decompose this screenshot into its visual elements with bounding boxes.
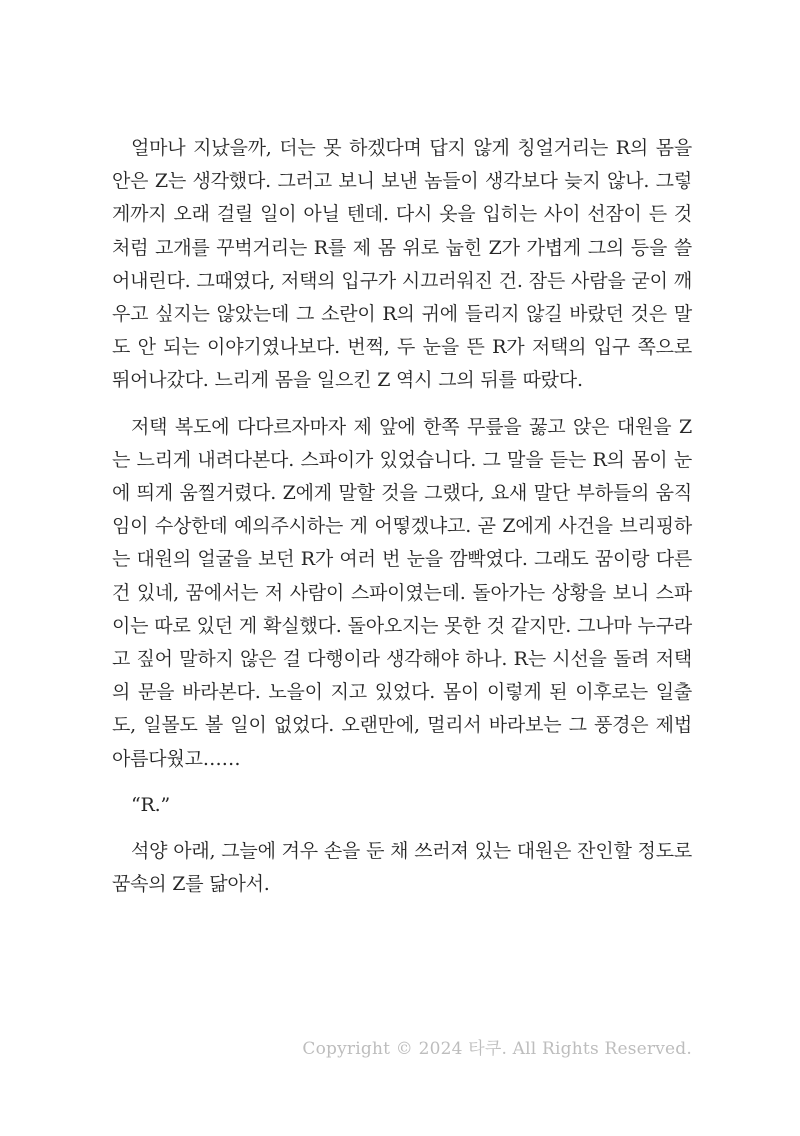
paragraph-2: 저택 복도에 다다르자마자 제 앞에 한쪽 무릎을 꿇고 앉은 대원을 Z는 느리게 내려다본다. 스파이가 있었습니다. 그 말을 듣는 R의 몸이 눈에 띄게 움찔거렸다. Z에게 말할 것을 그랬다, 요새 말단 부하들의 움직임이 수상한데 예의주시하는 게 어떻겠냐고. 곧 Z에게 사건을 브리핑하는 대원의 얼굴을 보던 R가 여러 번 눈을 깜빡였다. 그래도 꿈이랑 다른 건 있네, 꿈에서는 저 사람이 스파이였는데. 돌아가는 상황을 보니 스파이는 따로 있던 게 확실했다. 돌아오지는 못한 것 같지만. 그나마 누구라고 짚어 말하지 않은 걸 다행이라 생각해야 하나. R는 시선을 돌려 저택의 문을 바라본다. 노을이 지고 있었다. 몸이 이렇게 된 이후로는 일출도, 일몰도 볼 일이 없었다. 오랜만에, 멀리서 바라보는 그 풍경은 제법 아름다웠고……: [112, 415, 692, 770]
paragraph-4: 석양 아래, 그늘에 겨우 손을 둔 채 쓰러져 있는 대원은 잔인할 정도로 꿈속의 Z를 닮아서.: [112, 840, 692, 896]
paragraph-1: 얼마나 지났을까, 더는 못 하겠다며 답지 않게 칭얼거리는 R의 몸을 안은 Z는 생각했다. 그러고 보니 보낸 놈들이 생각보다 늦지 않나. 그렇게까지 오래 걸릴 일이 아닐 텐데. 다시 옷을 입히는 사이 선잠이 든 것처럼 고개를 꾸벅거리는 R를 제 몸 위로 눕힌 Z가 가볍게 그의 등을 쓸어내린다. 그때였다, 저택의 입구가 시끄러워진 건. 잠든 사람을 굳이 깨우고 싶지는 않았는데 그 소란이 R의 귀에 들리지 않길 바랐던 것은 말도 안 되는 이야기였나보다. 번쩍, 두 눈을 뜬 R가 저택의 입구 쪽으로 뛰어나갔다. 느리게 몸을 일으킨 Z 역시 그의 뒤를 따랐다.: [112, 137, 692, 392]
copyright-notice: Copyright © 2024 타쿠. All Rights Reserved.: [302, 1039, 692, 1059]
paragraph-3-dialogue: “R.”: [131, 793, 170, 816]
story-text: [112, 132, 692, 914]
